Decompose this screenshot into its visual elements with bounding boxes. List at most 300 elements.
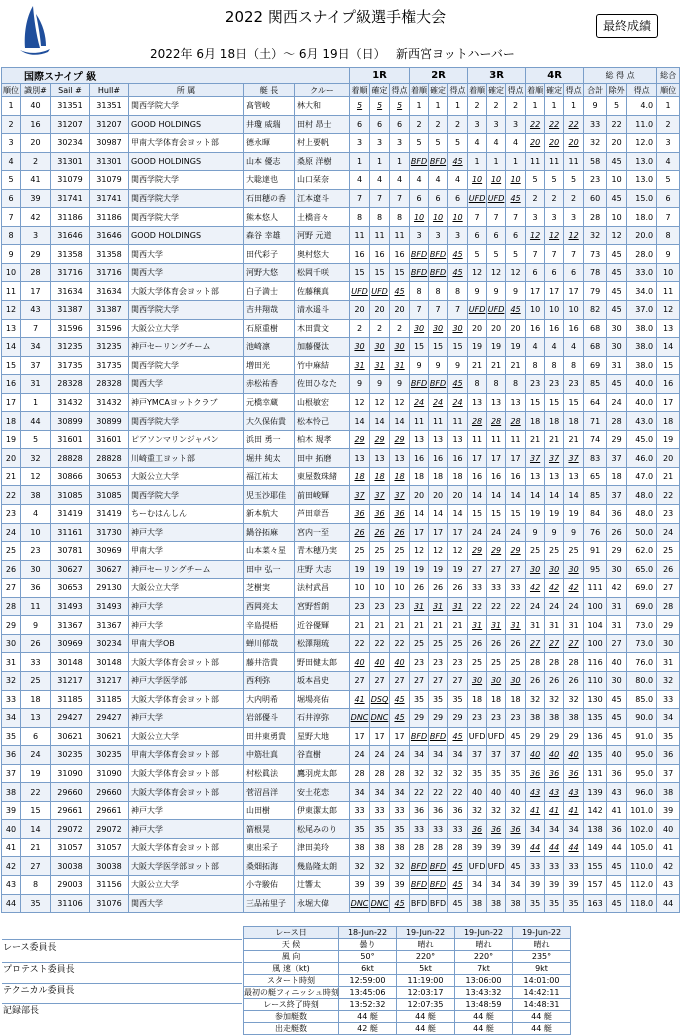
race-score: BFD — [410, 245, 429, 264]
discard: 41 — [607, 801, 627, 820]
race-score: 4 — [390, 171, 410, 190]
race-score: 16 — [564, 319, 584, 338]
net-points: 65.0 — [627, 560, 657, 579]
race-score: 36 — [429, 801, 448, 820]
net-points: 76.0 — [627, 653, 657, 672]
race-score: 4 — [506, 134, 526, 153]
hull-number: 31716 — [90, 263, 129, 282]
race-score: 14 — [526, 486, 545, 505]
crew: 河野 元道 — [295, 226, 350, 245]
overall-rank: 19 — [657, 430, 680, 449]
race-score: 19 — [564, 505, 584, 524]
overall-rank: 4 — [657, 152, 680, 171]
race-score: 1 — [564, 97, 584, 116]
table-row — [2, 245, 680, 264]
skipper: 村松眞法 — [244, 764, 295, 783]
race-score: 8 — [410, 282, 429, 301]
hull-number: 30969 — [90, 542, 129, 561]
club: ピアソンマリンジャパン — [129, 430, 244, 449]
race-score: 18 — [370, 467, 390, 486]
sail-number: 30148 — [51, 653, 90, 672]
race-score: 21 — [468, 356, 487, 375]
race-score: 45 — [448, 375, 468, 394]
club: 大阪大学体育会ヨット部 — [129, 690, 244, 709]
race-score: 14 — [429, 505, 448, 524]
race-score: 13 — [390, 449, 410, 468]
race-score: 9 — [526, 523, 545, 542]
club: 大阪大学体育会ヨット部 — [129, 653, 244, 672]
table-row — [2, 857, 680, 876]
hull-number: 30235 — [90, 746, 129, 765]
race-score: 24 — [410, 393, 429, 412]
race-score: 12 — [564, 226, 584, 245]
race-score: 20 — [468, 319, 487, 338]
race-score: 25 — [468, 653, 487, 672]
race-score: 32 — [448, 764, 468, 783]
race-score: 10 — [410, 208, 429, 227]
race-score: 17 — [564, 282, 584, 301]
hull-number: 31646 — [90, 226, 129, 245]
rank: 28 — [2, 597, 21, 616]
crew: 清水遥斗 — [295, 301, 350, 320]
race-score: 40 — [545, 746, 564, 765]
skipper: 新本航大 — [244, 505, 295, 524]
race-score: 26 — [545, 671, 564, 690]
race-score: BFD — [429, 245, 448, 264]
discard: 29 — [607, 542, 627, 561]
class-title: 国際スナイプ 級 — [2, 68, 350, 84]
race-score: 4 — [564, 338, 584, 357]
race-score: 1 — [390, 152, 410, 171]
rank: 34 — [2, 709, 21, 728]
club: 関西学院大学 — [129, 208, 244, 227]
race-score: 20 — [526, 134, 545, 153]
race-score: 42 — [545, 579, 564, 598]
race-score: 29 — [506, 542, 526, 561]
total: 78 — [584, 263, 607, 282]
race-score: 9 — [350, 375, 370, 394]
race-score: 35 — [429, 690, 448, 709]
race-score: 10 — [350, 579, 370, 598]
sail-number: 31090 — [51, 764, 90, 783]
race-score: 37 — [564, 449, 584, 468]
rank: 43 — [2, 875, 21, 894]
race-score: 22 — [506, 597, 526, 616]
race-score: 13 — [448, 430, 468, 449]
race-score: 45 — [390, 709, 410, 728]
race-score: 2 — [487, 97, 506, 116]
net-points: 18.0 — [627, 208, 657, 227]
race-score: 40 — [506, 783, 526, 802]
discard: 45 — [607, 875, 627, 894]
race-score: 8 — [370, 208, 390, 227]
bow-number: 44 — [21, 412, 51, 431]
crew: 東屋数珠緒 — [295, 467, 350, 486]
race-score: 35 — [506, 764, 526, 783]
race-score: 41 — [350, 690, 370, 709]
skipper: 石田穂の香 — [244, 189, 295, 208]
race-score: 28 — [448, 838, 468, 857]
race-score: 21 — [370, 616, 390, 635]
race-score: 38 — [390, 838, 410, 857]
bow-number: 28 — [21, 263, 51, 282]
race-score: 30 — [564, 560, 584, 579]
race-score: 9 — [410, 356, 429, 375]
overall-rank: 43 — [657, 875, 680, 894]
race-score: 14 — [545, 486, 564, 505]
net-points: 33.0 — [627, 263, 657, 282]
net-points: 73.0 — [627, 634, 657, 653]
race-info-value: 晴れ — [455, 939, 513, 951]
race-score: 32 — [410, 764, 429, 783]
race-score: BFD — [429, 875, 448, 894]
race-score: 24 — [487, 523, 506, 542]
skipper: 赤松祐香 — [244, 375, 295, 394]
column-header: 得点 — [390, 84, 410, 97]
race-score: 32 — [506, 801, 526, 820]
race-score: 6 — [487, 226, 506, 245]
race-score: 34 — [410, 746, 429, 765]
race-score: 5 — [410, 134, 429, 153]
crew: 土橋音々 — [295, 208, 350, 227]
crew: 野田健太郎 — [295, 653, 350, 672]
skipper: 髙管峻 — [244, 97, 295, 116]
race-score: 6 — [545, 263, 564, 282]
race-score: 14 — [390, 412, 410, 431]
total: 157 — [584, 875, 607, 894]
race-score: 35 — [350, 820, 370, 839]
race-score: 29 — [448, 709, 468, 728]
race-score: 17 — [506, 449, 526, 468]
race-score: 20 — [487, 319, 506, 338]
sail-number: 31079 — [51, 171, 90, 190]
race-info-value: 13:45:06 — [339, 987, 397, 999]
total: 139 — [584, 783, 607, 802]
club: 大阪大学体育会ヨット部 — [129, 783, 244, 802]
club: 甲南大学体育会ヨット部 — [129, 134, 244, 153]
overall-rank: 14 — [657, 338, 680, 357]
race-score: 32 — [526, 690, 545, 709]
race-score: 11 — [350, 226, 370, 245]
crew: 宮内一至 — [295, 523, 350, 542]
skipper: 児玉沙耶佳 — [244, 486, 295, 505]
discard: 10 — [607, 171, 627, 190]
sail-number: 31735 — [51, 356, 90, 375]
rank: 33 — [2, 690, 21, 709]
race-score: 37 — [545, 449, 564, 468]
race-score: 11 — [429, 412, 448, 431]
race-info-value: 44 艇 — [397, 1011, 455, 1023]
race-info-value: 13:48:59 — [455, 999, 513, 1011]
race-score: 12 — [370, 393, 390, 412]
race-score: 33 — [545, 857, 564, 876]
race-score: 7 — [526, 245, 545, 264]
overall-rank: 16 — [657, 375, 680, 394]
race-score: 39 — [468, 838, 487, 857]
skipper: 田井東勇貴 — [244, 727, 295, 746]
race-score: 29 — [487, 542, 506, 561]
rank: 36 — [2, 746, 21, 765]
net-points: 95.0 — [627, 764, 657, 783]
race-score: UFD — [487, 189, 506, 208]
race-score: 17 — [526, 282, 545, 301]
sail-number: 29003 — [51, 875, 90, 894]
column-header: 艇 長 — [244, 84, 295, 97]
race-score: 8 — [564, 356, 584, 375]
bow-number: 37 — [21, 356, 51, 375]
table-row — [2, 486, 680, 505]
race-score: 15 — [487, 505, 506, 524]
race-score: 15 — [410, 338, 429, 357]
race-score: 36 — [448, 801, 468, 820]
race-score: UFD — [468, 857, 487, 876]
race-score: 11 — [487, 430, 506, 449]
skipper: 岩部優斗 — [244, 709, 295, 728]
race-score: 14 — [506, 486, 526, 505]
crew: 桑原 洋樹 — [295, 152, 350, 171]
column-header: 確定 — [430, 85, 447, 95]
column-header: 確定 — [371, 85, 388, 95]
skipper: 井瓊 威瑞 — [244, 115, 295, 134]
race-score: 12 — [390, 393, 410, 412]
race-score: 35 — [468, 764, 487, 783]
discard: 18 — [607, 467, 627, 486]
race-score: 43 — [564, 783, 584, 802]
race-score: 34 — [564, 820, 584, 839]
race-score: 34 — [350, 783, 370, 802]
race-score: 28 — [506, 412, 526, 431]
bow-number: 13 — [21, 709, 51, 728]
total: 32 — [584, 134, 607, 153]
race-score: 45 — [390, 894, 410, 913]
race-score: 36 — [564, 764, 584, 783]
race-score: 36 — [545, 764, 564, 783]
race-score: 16 — [370, 245, 390, 264]
race-score: 12 — [410, 542, 429, 561]
race-header-2: 2R — [410, 68, 468, 84]
bow-number: 15 — [21, 801, 51, 820]
race-score: 18 — [545, 412, 564, 431]
crew: 加藤優汰 — [295, 338, 350, 357]
race-score: 19 — [429, 560, 448, 579]
race-score: 23 — [410, 653, 429, 672]
race-score: 10 — [390, 579, 410, 598]
header-row-columns — [2, 84, 680, 97]
race-info-value: 曇り — [339, 939, 397, 951]
crew: 竹中麻結 — [295, 356, 350, 375]
race-score: 9 — [564, 523, 584, 542]
race-info-value: 12:59:00 — [339, 975, 397, 987]
overall-rank: 39 — [657, 801, 680, 820]
total: 76 — [584, 523, 607, 542]
race-score: 36 — [390, 505, 410, 524]
race-score: 33 — [410, 820, 429, 839]
bow-number: 10 — [21, 523, 51, 542]
race-score: 35 — [564, 894, 584, 913]
race-score: 2 — [350, 319, 370, 338]
race-score: 44 — [564, 838, 584, 857]
race-score: 29 — [526, 727, 545, 746]
race-score: UFD — [468, 189, 487, 208]
race-score: 27 — [526, 634, 545, 653]
club: 大阪大学医学部ヨット部 — [129, 857, 244, 876]
total: 28 — [584, 208, 607, 227]
race-info-label: レース終了時刻 — [244, 999, 339, 1011]
overall-rank: 7 — [657, 208, 680, 227]
race-score: 19 — [390, 560, 410, 579]
race-info-row — [244, 963, 571, 975]
race-score: 13 — [526, 467, 545, 486]
crew: 鷹羽虎太郎 — [295, 764, 350, 783]
race-score: 42 — [564, 579, 584, 598]
race-score: 26 — [487, 634, 506, 653]
race-score: 22 — [429, 783, 448, 802]
net-points: 40.0 — [627, 393, 657, 412]
net-points: 47.0 — [627, 467, 657, 486]
race-score: 15 — [564, 393, 584, 412]
race-score: 21 — [545, 430, 564, 449]
sail-number: 31351 — [51, 97, 90, 116]
race-score: 44 — [526, 838, 545, 857]
crew: 佐田ひなた — [295, 375, 350, 394]
discard: 30 — [607, 319, 627, 338]
race-score: 18 — [429, 467, 448, 486]
column-header: 確定 — [546, 85, 563, 95]
race-score: 15 — [429, 338, 448, 357]
table-row — [2, 505, 680, 524]
race-score: 30 — [390, 338, 410, 357]
bow-number: 33 — [21, 653, 51, 672]
total: 71 — [584, 412, 607, 431]
hull-number: 28328 — [90, 375, 129, 394]
discard: 43 — [607, 783, 627, 802]
hull-number: 31351 — [90, 97, 129, 116]
race-info-value: 44 艇 — [455, 1011, 513, 1023]
race-score: 3 — [564, 208, 584, 227]
discard: 30 — [607, 338, 627, 357]
race-score: 3 — [526, 208, 545, 227]
bow-number: 8 — [21, 875, 51, 894]
total: 9 — [584, 97, 607, 116]
skipper: 大久保佑貴 — [244, 412, 295, 431]
race-score: 6 — [390, 115, 410, 134]
rank: 13 — [2, 319, 21, 338]
race-score: 23 — [506, 709, 526, 728]
race-score: 20 — [429, 486, 448, 505]
race-score: 9 — [487, 282, 506, 301]
race-score: 31 — [468, 616, 487, 635]
overall-rank: 13 — [657, 319, 680, 338]
race-score: 43 — [526, 783, 545, 802]
overall-rank: 3 — [657, 134, 680, 153]
race-score: 24 — [370, 746, 390, 765]
race-score: 1 — [429, 97, 448, 116]
overall-rank: 40 — [657, 820, 680, 839]
crew: 青木穂乃実 — [295, 542, 350, 561]
skipper: 河野大悠 — [244, 263, 295, 282]
net-points: 12.0 — [627, 134, 657, 153]
column-header: 確定 — [488, 85, 505, 95]
race-score: DNC — [350, 709, 370, 728]
race-score: 16 — [468, 467, 487, 486]
race-score: 22 — [526, 115, 545, 134]
total: 32 — [584, 226, 607, 245]
race-score: 33 — [468, 579, 487, 598]
net-points: 85.0 — [627, 690, 657, 709]
club: 関西学院大学 — [129, 171, 244, 190]
skipper: 田中 弘一 — [244, 560, 295, 579]
race-score: 39 — [564, 875, 584, 894]
race-score: 32 — [370, 857, 390, 876]
race-score: 23 — [390, 597, 410, 616]
race-score: 36 — [526, 764, 545, 783]
overall-rank: 2 — [657, 115, 680, 134]
race-score: 5 — [370, 97, 390, 116]
discard: 36 — [607, 820, 627, 839]
total: 100 — [584, 634, 607, 653]
column-header: 識別# — [21, 84, 51, 97]
hull-number: 31207 — [90, 115, 129, 134]
race-score: 3 — [487, 115, 506, 134]
total: 65 — [584, 467, 607, 486]
race-score: 7 — [350, 189, 370, 208]
net-points: 4.0 — [627, 97, 657, 116]
race-score: 39 — [487, 838, 506, 857]
discard: 45 — [607, 727, 627, 746]
race-score: 38 — [370, 838, 390, 857]
net-points: 105.0 — [627, 838, 657, 857]
race-score: 7 — [506, 208, 526, 227]
overall-rank: 42 — [657, 857, 680, 876]
crew: 庄野 大志 — [295, 560, 350, 579]
rank: 1 — [2, 97, 21, 116]
race-score: 31 — [526, 616, 545, 635]
race-score: 30 — [487, 671, 506, 690]
race-score: 15 — [448, 338, 468, 357]
race-score: 7 — [468, 208, 487, 227]
race-score: 11 — [468, 430, 487, 449]
crew: 星野大地 — [295, 727, 350, 746]
race-score: 25 — [350, 542, 370, 561]
rank: 39 — [2, 801, 21, 820]
race-score: 30 — [448, 319, 468, 338]
bow-number: 38 — [21, 486, 51, 505]
race-score: BFD — [410, 263, 429, 282]
skipper: 元橋幸蔵 — [244, 393, 295, 412]
race-score: 30 — [506, 671, 526, 690]
race-score: 38 — [506, 894, 526, 913]
race-info-value: 44 艇 — [513, 1011, 571, 1023]
club: 関西大学 — [129, 263, 244, 282]
column-header: 合計 — [584, 84, 607, 97]
discard: 12 — [607, 226, 627, 245]
race-score: 5 — [487, 245, 506, 264]
total: 142 — [584, 801, 607, 820]
race-score: 45 — [448, 245, 468, 264]
race-info-row — [244, 999, 571, 1011]
skipper: 熊本悠人 — [244, 208, 295, 227]
total: 135 — [584, 709, 607, 728]
race-score: 15 — [468, 505, 487, 524]
race-score: 40 — [487, 783, 506, 802]
total: 73 — [584, 245, 607, 264]
race-score: 7 — [429, 301, 448, 320]
race-score: 24 — [564, 597, 584, 616]
club: 神戸セーリングチーム — [129, 338, 244, 357]
race-score: 45 — [448, 263, 468, 282]
race-score: 31 — [350, 356, 370, 375]
race-score: UFD — [350, 282, 370, 301]
